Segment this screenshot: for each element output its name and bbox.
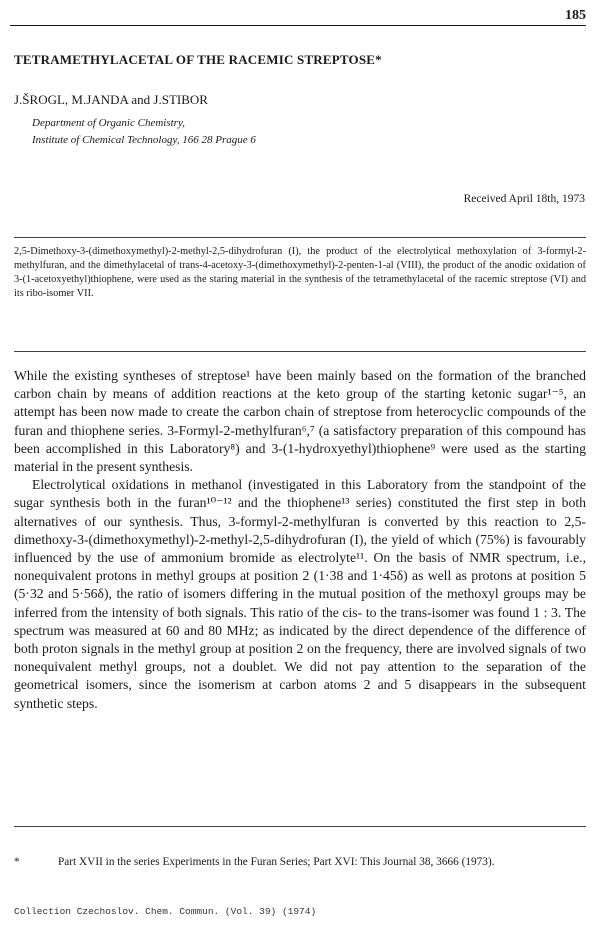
- page-number: 185: [565, 8, 586, 23]
- affiliation-department: Department of Organic Chemistry,: [32, 117, 185, 129]
- abstract-top-rule: [14, 237, 586, 238]
- body-text: [14, 367, 586, 713]
- article-authors: J.ŠROGL, M.JANDA and J.STIBOR: [14, 92, 208, 107]
- article-title: TETRAMETHYLACETAL OF THE RACEMIC STREPTOSE*: [14, 52, 382, 67]
- abstract-bottom-rule: [14, 351, 586, 352]
- affiliation-institute: Institute of Chemical Technology, 166 28 Prague 6: [32, 134, 256, 146]
- footnote-rule: [14, 826, 586, 827]
- footnote-text: Part XVII in the series Experiments in the Furan Series; Part XVI: This Journal 38, 3666 (1973).: [58, 856, 495, 868]
- footnote-mark: *: [14, 856, 20, 868]
- journal-citation: Collection Czechoslov. Chem. Commun. (Vol. 39) (1974): [14, 906, 317, 917]
- body-paragraph-2: Electrolytical oxidations in methanol (investigated in this Laboratory from the standpoint of the sugar synthesis both in the furan¹⁰⁻¹² and the thiophene¹³ series) constituted the first step in both alternatives of our synthesis. Thus, 3-formyl-2-methylfuran is converted by this reaction to 2,5-dimethoxy-3-(dimethoxymethyl)-2-methyl-2,5-dihydrofuran (I), the yield of which (75%) is favourably influenced by the use of ammonium bromide as electrolyte¹¹. On the basis of NMR spectrum, i.e., nonequivalent protons in methyl groups at position 2 (1·38 and 1·45δ) as well as protons at position 5 (5·32 and 5·56δ), the ratio of isomers differing in the mutual position of the methoxyl groups may be inferred from the intensity of both signals. This ratio of the cis- to the trans-isomer was found 1 : 3. The spectrum was measured at 60 and 80 MHz; as indicated by the direct dependence of the difference of both proton signals in the methyl group at position 2 on the frequency, there are involved signals of two nonequivalent methyl groups, not a doublet. We did not pay attention to the separation of the geometrical isomers, since the isomerism at carbon atoms 2 and 5 disappears in the subsequent synthetic steps.: [14, 477, 586, 711]
- header-rule: [10, 25, 586, 26]
- abstract: 2,5-Dimethoxy-3-(dimethoxymethyl)-2-methyl-2,5-dihydrofuran (I), the product of the electrolytical methoxylation of 3-formyl-2-methylfuran, and the dimethylacetal of trans-4-acetoxy-3-(dimethoxymethyl)-2-penten-1-al (VIII), the product of the anodic oxidation of 3-(1-acetoxyethyl)thiophene, were used as the staring material in the synthesis of the tetramethylacetal of the racemic streptose (VI) and its ribo-isomer VII.: [14, 246, 586, 300]
- footnote: [14, 854, 586, 870]
- received-date: Received April 18th, 1973: [463, 193, 585, 205]
- body-paragraph-1: While the existing syntheses of streptose¹ have been mainly based on the formation of the branched carbon chain by means of addition reactions at the keto group of the starting ketonic sugar¹⁻⁵, an attempt has been now made to create the carbon chain of streptose from heterocyclic compounds of the furan and thiophene series. 3-Formyl-2-methylfuran⁶,⁷ (a satisfactory preparation of this compound has been accomplished in this Laboratory⁸) and 3-(1-hydroxyethyl)thiophene⁹ were used as the starting material in the present synthesis.: [14, 368, 586, 475]
